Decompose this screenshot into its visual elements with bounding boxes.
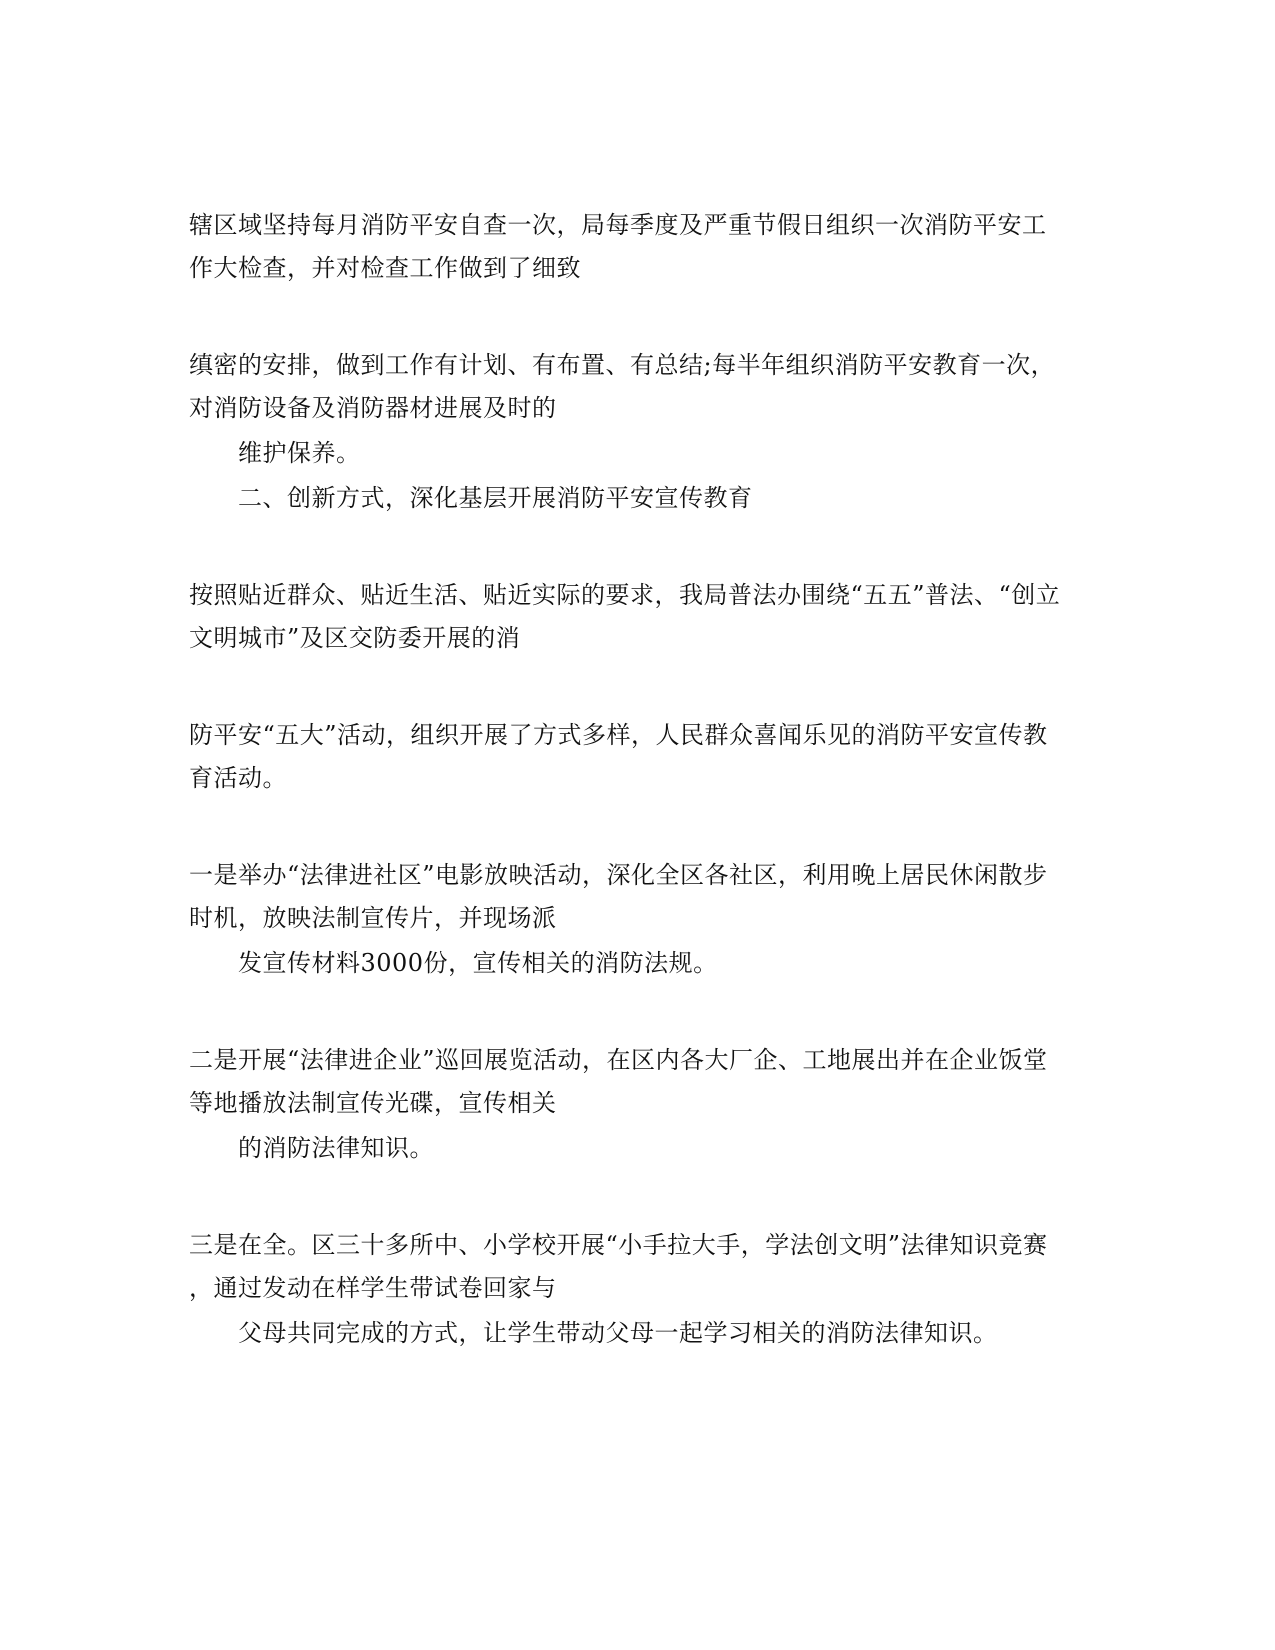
text-line: 的消防法律知识。 [238,1134,434,1162]
text-line: 一是举办“法律进社区”电影放映活动，深化全区各社区，利用晚上居民休闲散步 [189,861,1048,889]
text-line: 二是开展“法律进企业”巡回展览活动，在区内各大厂企、工地展出并在企业饭堂 [189,1046,1048,1074]
section-heading: 二、创新方式，深化基层开展消防平安宣传教育 [238,484,753,512]
text-line: 缜密的安排，做到工作有计划、有布置、有总结;每半年组织消防平安教育一次， [189,351,1056,379]
text-line: 等地播放法制宣传光碟，宣传相关 [189,1089,557,1117]
text-line: 对消防设备及消防器材进展及时的 [189,394,557,422]
text-line: 育活动。 [189,764,287,792]
text-line: 发宣传材料3000份，宣传相关的消防法规。 [238,949,718,977]
text-line: ，通过发动在样学生带试卷回家与 [189,1274,557,1302]
text-line: 时机，放映法制宣传片，并现场派 [189,904,557,932]
text-line: 三是在全。区三十多所中、小学校开展“小手拉大手，学法创文明”法律知识竞赛 [189,1231,1048,1259]
text-line: 维护保养。 [238,439,361,467]
text-line: 防平安“五大”活动，组织开展了方式多样，人民群众喜闻乐见的消防平安宣传教 [189,721,1048,749]
text-line: 辖区域坚持每月消防平安自查一次，局每季度及严重节假日组织一次消防平安工 [189,211,1047,239]
text-line: 按照贴近群众、贴近生活、贴近实际的要求，我局普法办围绕“五五”普法、“创立 [189,581,1061,609]
text-line: 作大检查，并对检查工作做到了细致 [189,254,581,282]
text-line: 文明城市”及区交防委开展的消 [189,624,521,652]
text-line: 父母共同完成的方式，让学生带动父母一起学习相关的消防法律知识。 [238,1319,998,1347]
